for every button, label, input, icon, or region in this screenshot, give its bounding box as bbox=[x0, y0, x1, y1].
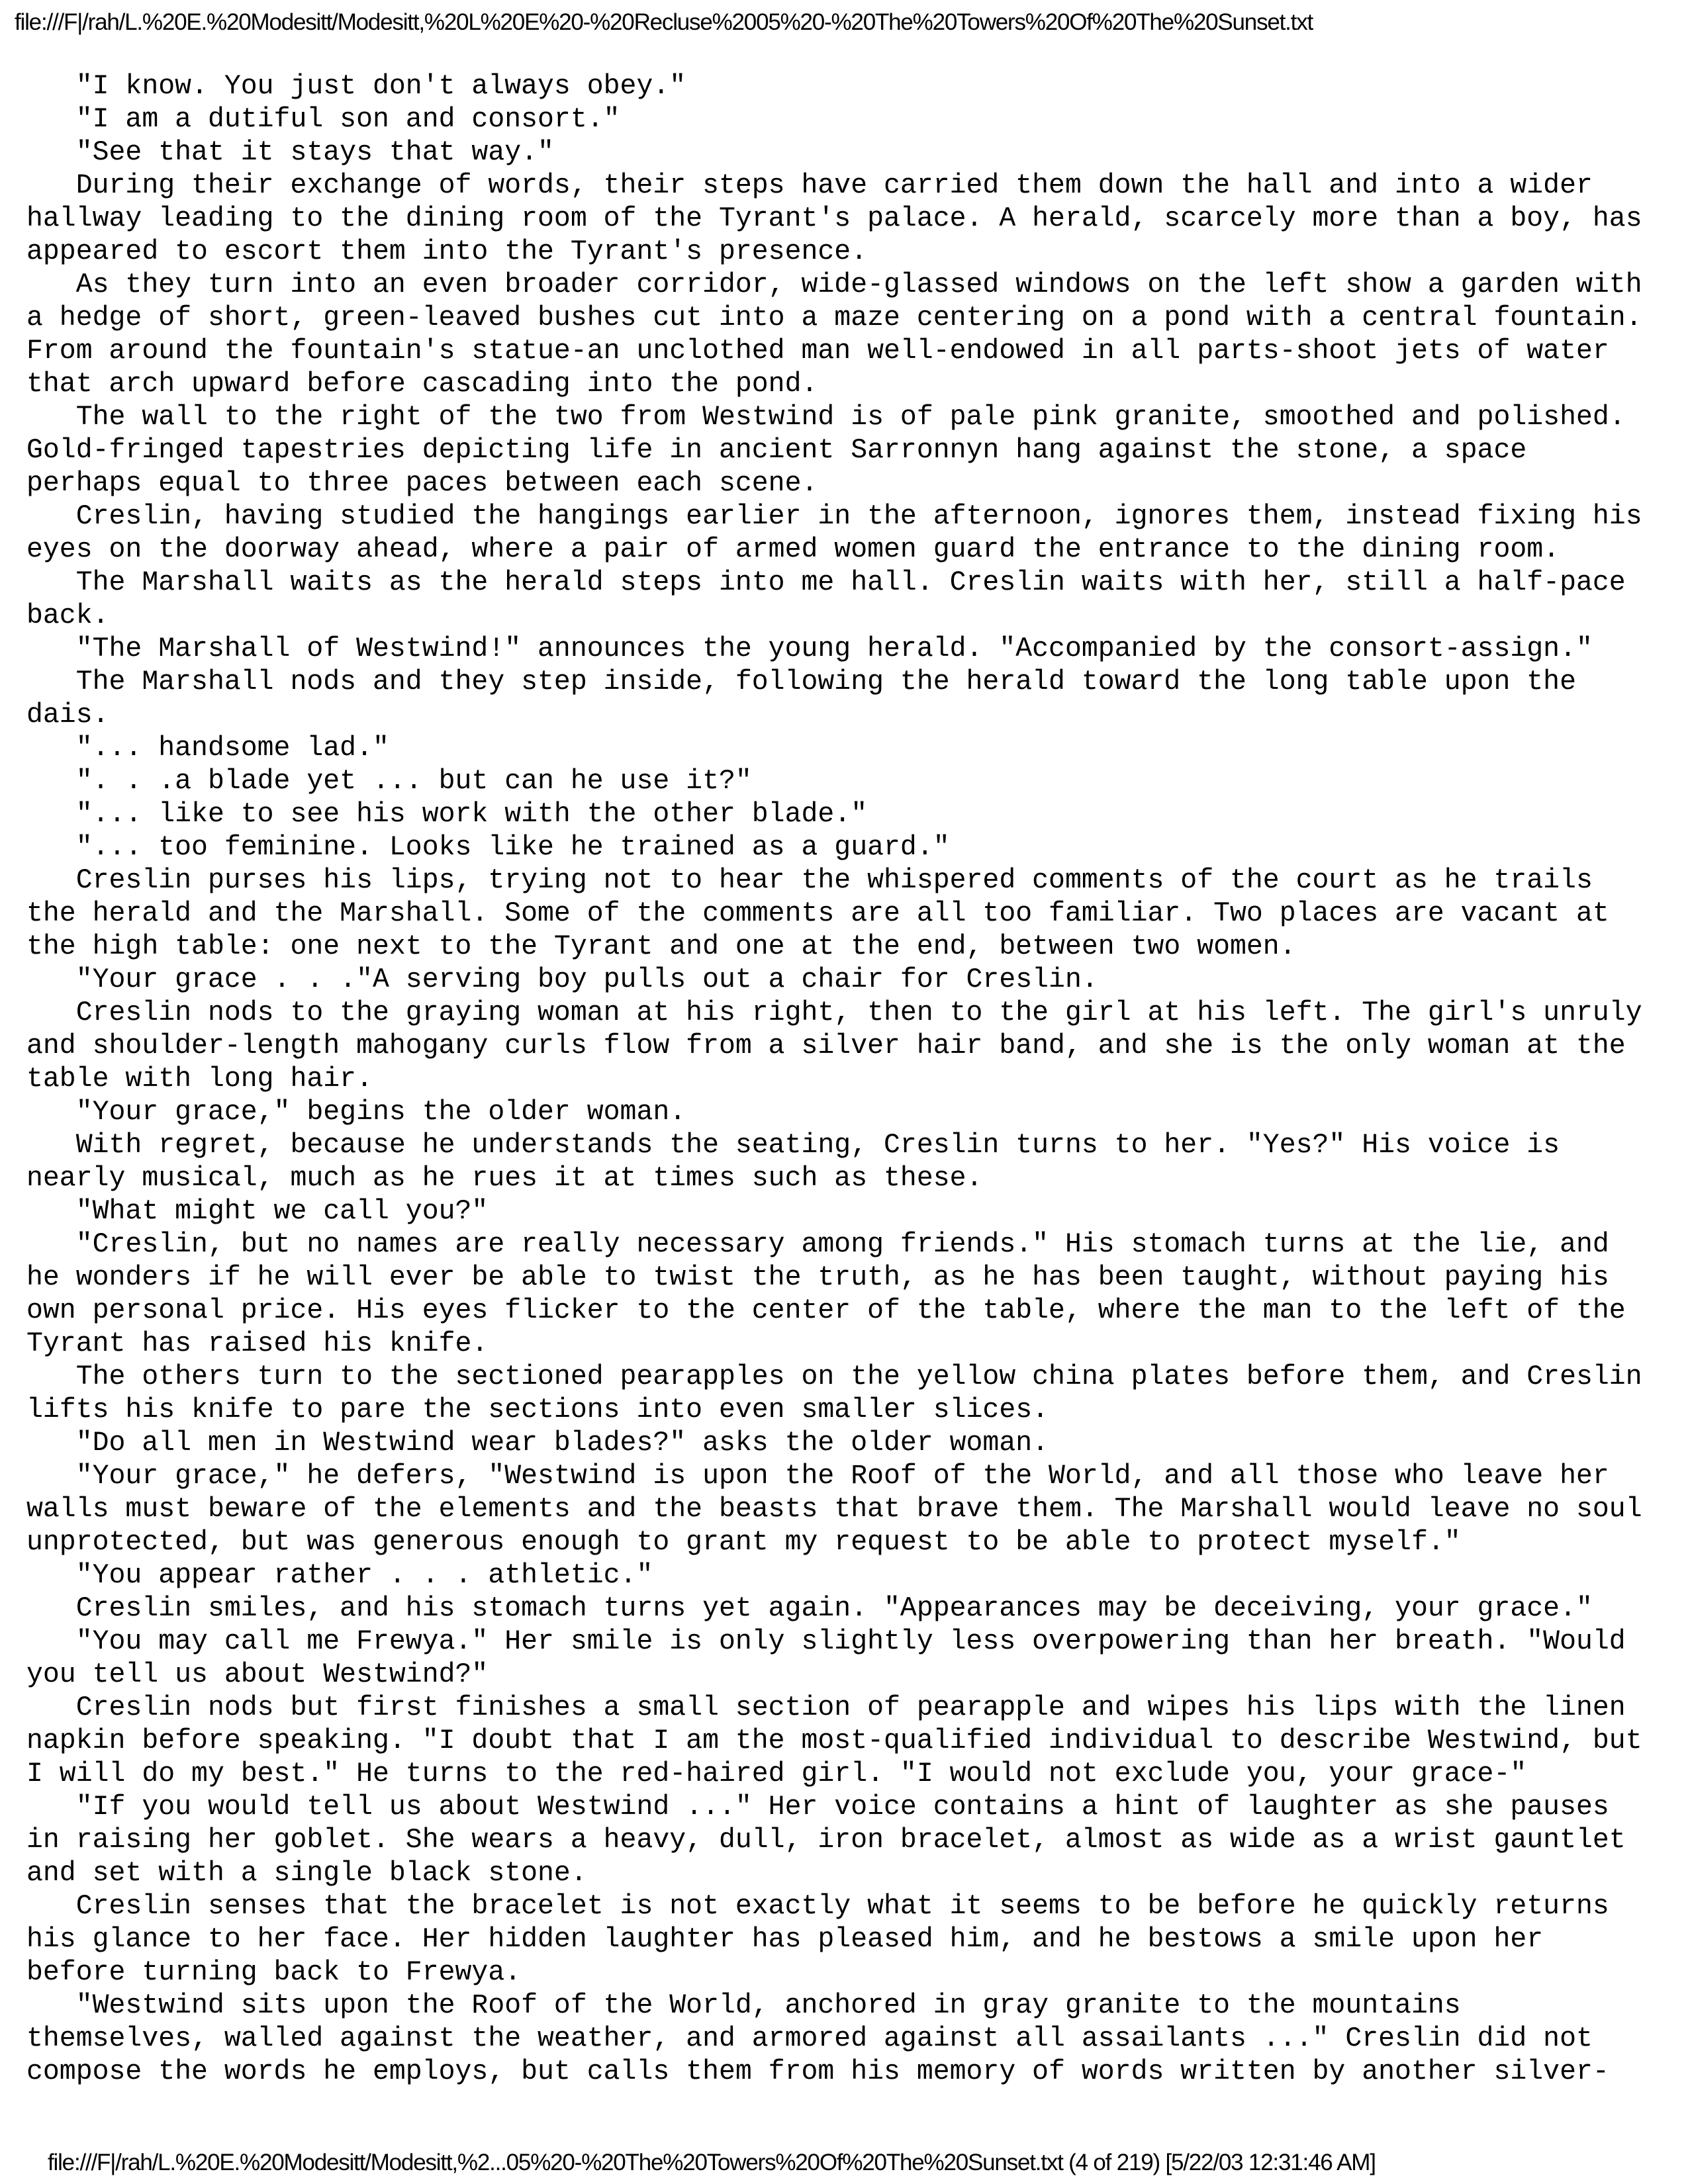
text-line: The Marshall nods and they step inside, following the herald toward the long table upon the bbox=[26, 666, 1576, 698]
text-line: "... like to see his work with the other blade." bbox=[26, 799, 868, 830]
text-line: "Do all men in Westwind wear blades?" asks the older woman. bbox=[26, 1428, 1049, 1459]
text-line: "I am a dutiful son and consort." bbox=[26, 104, 620, 135]
text-line: Creslin purses his lips, trying not to hear the whispered comments of the court as he trails bbox=[26, 865, 1593, 896]
text-line: Creslin smiles, and his stomach turns yet again. "Appearances may be deceiving, your grace." bbox=[26, 1593, 1593, 1624]
text-line: the high table: one next to the Tyrant and one at the end, between two women. bbox=[26, 931, 1296, 962]
text-line: you tell us about Westwind?" bbox=[26, 1659, 489, 1690]
text-line: and set with a single black stone. bbox=[26, 1858, 587, 1889]
text-line: "Your grace," begins the older woman. bbox=[26, 1097, 686, 1128]
text-line: "What might we call you?" bbox=[26, 1196, 489, 1227]
text-line: From around the fountain's statue-an unclothed man well-endowed in all parts-shoot jets of water bbox=[26, 336, 1609, 367]
text-line: "... too feminine. Looks like he trained as a guard." bbox=[26, 832, 950, 863]
text-line: "Westwind sits upon the Roof of the World, anchored in gray granite to the mountains bbox=[26, 1990, 1461, 2021]
text-line: "You appear rather . . . athletic." bbox=[26, 1560, 653, 1591]
text-line: "Your grace," he defers, "Westwind is upon the Roof of the World, and all those who leave her bbox=[26, 1461, 1609, 1492]
text-line: themselves, walled against the weather, and armored against all assailants ..." Creslin did not bbox=[26, 2023, 1593, 2054]
text-line: "Your grace . . ."A serving boy pulls out a chair for Creslin. bbox=[26, 964, 1098, 995]
text-line: walls must beware of the elements and the beasts that brave them. The Marshall would leave no soul bbox=[26, 1494, 1642, 1525]
text-line: "The Marshall of Westwind!" announces the young herald. "Accompanied by the consort-assign." bbox=[26, 633, 1593, 664]
text-line: The Marshall waits as the herald steps into me hall. Creslin waits with her, still a half-pace bbox=[26, 567, 1626, 598]
text-line: Creslin nods to the graying woman at his right, then to the girl at his left. The girl's unruly bbox=[26, 997, 1642, 1028]
text-line: Creslin senses that the bracelet is not exactly what it seems to be before he quickly returns bbox=[26, 1891, 1609, 1922]
text-line: and shoulder-length mahogany curls flow from a silver hair band, and she is the only woman at the bbox=[26, 1030, 1626, 1062]
text-line: The others turn to the sectioned pearapples on the yellow china plates before them, and Creslin bbox=[26, 1361, 1642, 1392]
text-line: During their exchange of words, their steps have carried them down the hall and into a wider bbox=[26, 170, 1593, 201]
text-line: "If you would tell us about Westwind ..." Her voice contains a hint of laughter as she pauses bbox=[26, 1792, 1609, 1823]
text-line: "Creslin, but no names are really necessary among friends." His stomach turns at the lie, and bbox=[26, 1229, 1609, 1260]
text-line: perhaps equal to three paces between each scene. bbox=[26, 468, 818, 499]
text-line: appeared to escort them into the Tyrant's presence. bbox=[26, 236, 868, 267]
page-header-path: file:///F|/rah/L.%20E.%20Modesitt/Modesitt,%20L%20E%20-%20Recluse%2005%20-%20The%20Towers%20Of%20The%20Sunset.txt bbox=[15, 9, 1313, 35]
text-line: he wonders if he will ever be able to twist the truth, as he has been taught, without paying his bbox=[26, 1262, 1609, 1293]
text-line: table with long hair. bbox=[26, 1064, 373, 1095]
text-line: in raising her goblet. She wears a heavy, dull, iron bracelet, almost as wide as a wrist gauntlet bbox=[26, 1825, 1626, 1856]
text-line: "I know. You just don't always obey." bbox=[26, 71, 686, 102]
text-line: eyes on the doorway ahead, where a pair of armed women guard the entrance to the dining room. bbox=[26, 534, 1560, 565]
text-line: ". . .a blade yet ... but can he use it?" bbox=[26, 766, 752, 797]
text-line: his glance to her face. Her hidden laughter has pleased him, and he bestows a smile upon her bbox=[26, 1924, 1544, 1955]
text-line: Tyrant has raised his knife. bbox=[26, 1328, 489, 1359]
text-line: Creslin nods but first finishes a small section of pearapple and wipes his lips with the linen bbox=[26, 1692, 1626, 1723]
text-line: hallway leading to the dining room of the Tyrant's palace. A herald, scarcely more than a boy, has bbox=[26, 203, 1642, 234]
text-line: unprotected, but was generous enough to grant my request to be able to protect myself." bbox=[26, 1527, 1461, 1558]
text-line: back. bbox=[26, 600, 109, 631]
text-line: lifts his knife to pare the sections into even smaller slices. bbox=[26, 1394, 1049, 1426]
text-line: As they turn into an even broader corridor, wide-glassed windows on the left show a garden with bbox=[26, 269, 1642, 300]
text-line: dais. bbox=[26, 700, 109, 731]
text-line: the herald and the Marshall. Some of the comments are all too familiar. Two places are vacant at bbox=[26, 898, 1609, 929]
text-line: Gold-fringed tapestries depicting life in ancient Sarronnyn hang against the stone, a space bbox=[26, 435, 1527, 466]
text-line: I will do my best." He turns to the red-haired girl. "I would not exclude you, your grace-" bbox=[26, 1758, 1527, 1790]
text-line: With regret, because he understands the seating, Creslin turns to her. "Yes?" His voice is bbox=[26, 1130, 1560, 1161]
text-line: nearly musical, much as he rues it at times such as these. bbox=[26, 1163, 983, 1194]
text-line: "See that it stays that way." bbox=[26, 137, 554, 168]
text-line: a hedge of short, green-leaved bushes cut into a maze centering on a pond with a central fountain. bbox=[26, 302, 1642, 334]
page-footer-path: file:///F|/rah/L.%20E.%20Modesitt/Modesitt,%2...05%20-%20The%20Towers%20Of%20The%20Sunset.txt (4 of 219) [5/22/03 12:31:46 AM] bbox=[48, 2150, 1376, 2175]
text-line: "You may call me Frewya." Her smile is only slightly less overpowering than her breath. "Would bbox=[26, 1626, 1626, 1657]
text-line: compose the words he employs, but calls them from his memory of words written by another silver- bbox=[26, 2056, 1609, 2087]
text-line: Creslin, having studied the hangings earlier in the afternoon, ignores them, instead fixing his bbox=[26, 501, 1642, 532]
text-line: napkin before speaking. "I doubt that I am the most-qualified individual to describe Westwind, but bbox=[26, 1725, 1642, 1756]
text-line: The wall to the right of the two from Westwind is of pale pink granite, smoothed and polished. bbox=[26, 402, 1626, 433]
text-line: that arch upward before cascading into the pond. bbox=[26, 369, 818, 400]
text-line: before turning back to Frewya. bbox=[26, 1957, 522, 1988]
text-line: "... handsome lad." bbox=[26, 733, 389, 764]
text-line: own personal price. His eyes flicker to the center of the table, where the man to the left of the bbox=[26, 1295, 1626, 1326]
document-body bbox=[26, 70, 1642, 2089]
